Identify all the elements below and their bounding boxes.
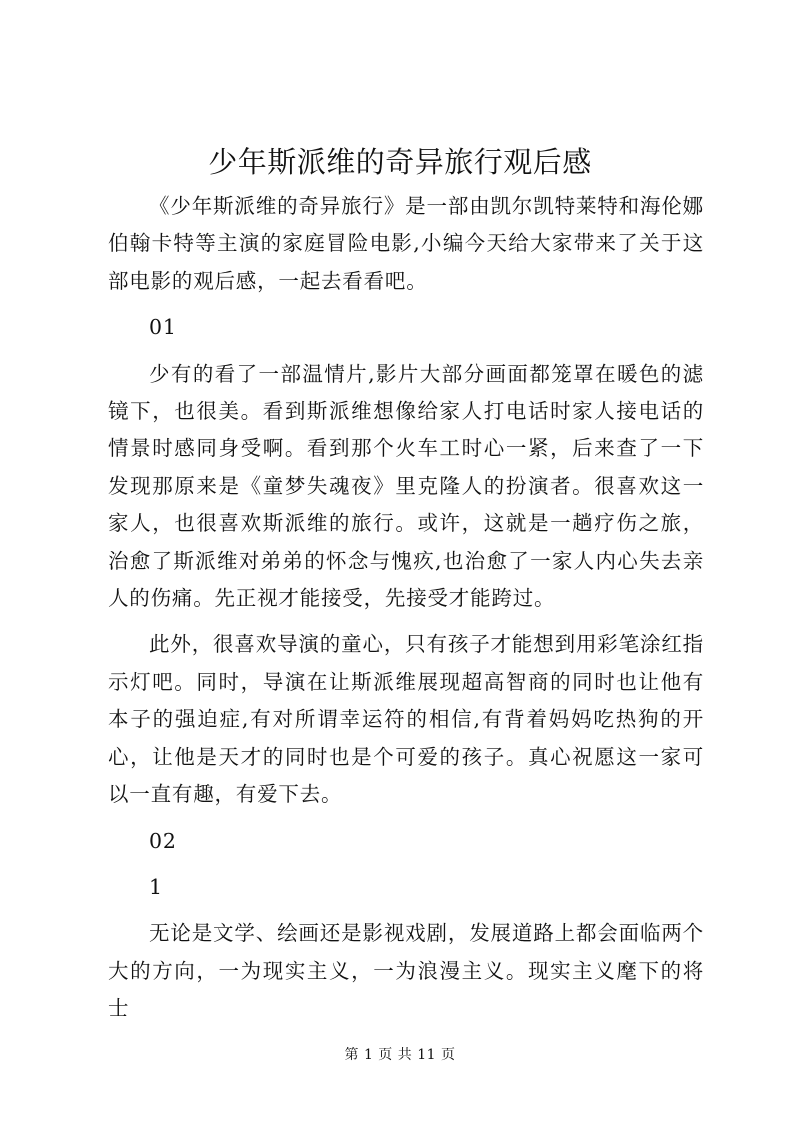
document-body [108, 188, 704, 1037]
subsection-number: 1 [149, 874, 163, 899]
page-footer: 第 1 页 共 11 页 [344, 1047, 456, 1063]
intro-paragraph: 《少年斯派维的奇异旅行》是一部由凯尔凯特莱特和海伦娜伯翰卡特等主演的家庭冒险电影,小编今天给大家带来了关于这部电影的观后感，一起去看看吧。 [108, 194, 704, 293]
section-number: 01 [149, 315, 177, 340]
section-number: 02 [149, 828, 177, 853]
document-title: 少年斯派维的奇异旅行观后感 [208, 145, 592, 179]
body-paragraph: 此外，很喜欢导演的童心，只有孩子才能想到用彩笔涂红指示灯吧。同时，导演在让斯派维展现超高智商的同时也让他有本子的强迫症,有对所谓幸运符的相信,有背着妈妈吃热狗的开心，让他是天才的同时也是个可爱的孩子。真心祝愿这一家可以一直有趣，有爱下去。 [108, 632, 704, 807]
body-paragraph: 无论是文学、绘画还是影视戏剧，发展道路上都会面临两个大的方向，一为现实主义，一为浪漫主义。现实主义麾下的将士 [108, 921, 704, 1021]
body-paragraph: 少有的看了一部温情片,影片大部分画面都笼罩在暖色的滤镜下，也很美。看到斯派维想像给家人打电话时家人接电话的情景时感同身受啊。看到那个火车工时心一紧，后来查了一下发现那原来是《童梦失魂夜》里克隆人的扮演者。很喜欢这一家人，也很喜欢斯派维的旅行。或许，这就是一趟疗伤之旅，治愈了斯派维对弟弟的怀念与愧疚,也治愈了一家人内心失去亲人的伤痛。先正视才能接受，先接受才能跨过。 [108, 361, 704, 611]
